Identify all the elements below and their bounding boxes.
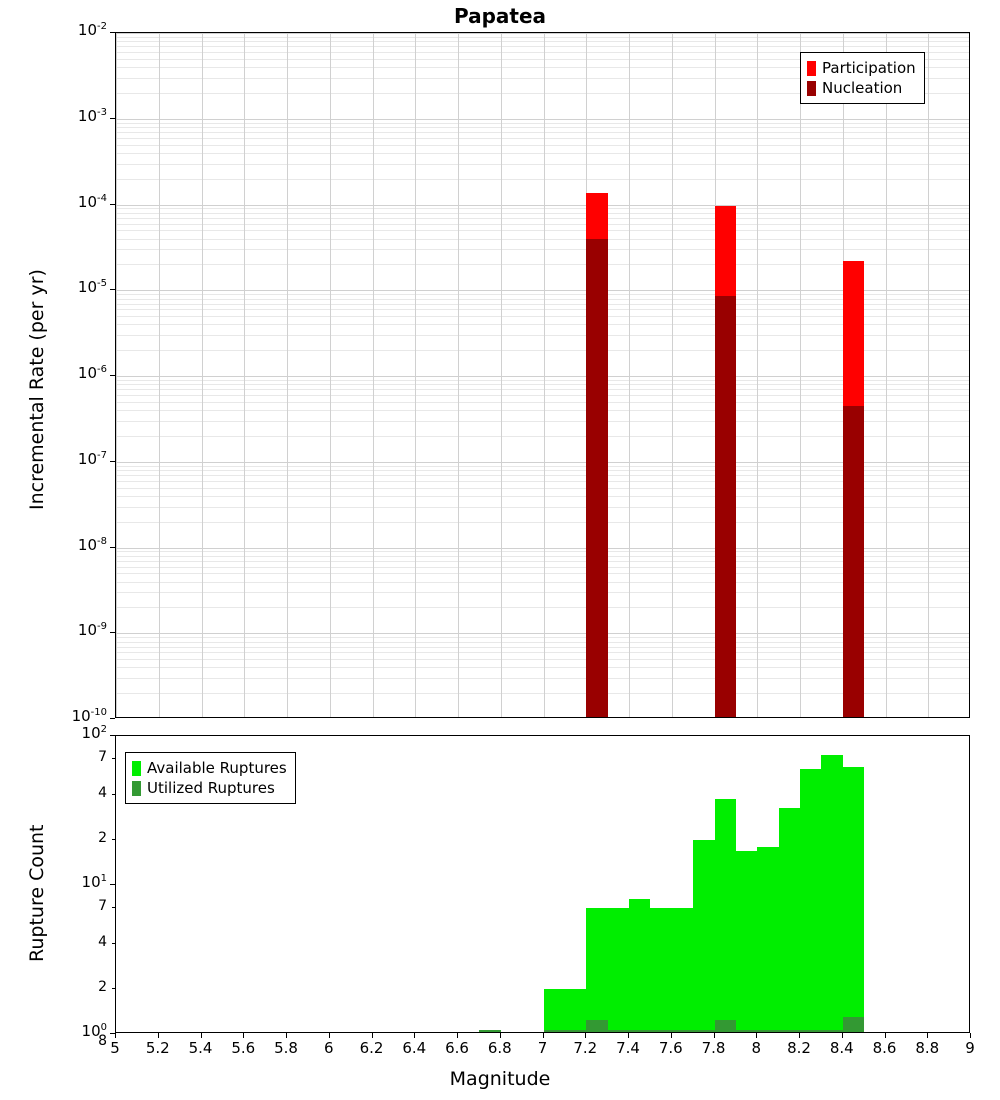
bar-utilized-ruptures [800, 1030, 821, 1033]
bar-available-ruptures [565, 989, 586, 1033]
bar-nucleation [715, 296, 736, 718]
y-tick-label: $10^{-10}$ [71, 707, 107, 725]
y-tick-label-minor: 4 [98, 785, 107, 802]
tick-mark [112, 839, 115, 840]
bar-available-ruptures [800, 769, 821, 1033]
gridline [244, 33, 245, 717]
bar-available-ruptures [843, 767, 864, 1033]
y-tick-label: $10^{-6}$ [77, 364, 107, 382]
bar-utilized-ruptures [479, 1030, 500, 1033]
incremental-rate-plot [115, 32, 970, 718]
bar-available-ruptures [779, 808, 800, 1033]
legend-label: Utilized Ruptures [147, 779, 275, 797]
x-tick-label: 7.2 [573, 1039, 598, 1057]
bar-utilized-ruptures [843, 1017, 864, 1033]
bar-utilized-ruptures [586, 1020, 607, 1033]
incremental-rate-legend [800, 52, 925, 104]
tick-mark [927, 1033, 928, 1038]
rupture-count-y-axis-label: Rupture Count [26, 824, 48, 962]
legend-item-available-ruptures [132, 758, 287, 778]
gridline [159, 33, 160, 717]
x-tick-label: 7.4 [616, 1039, 640, 1057]
bar-utilized-ruptures [779, 1030, 800, 1033]
tick-mark [112, 988, 115, 989]
tick-mark [970, 1033, 971, 1038]
available-ruptures-swatch-icon [132, 761, 141, 776]
y-tick-label: $10^0$ [81, 1022, 107, 1040]
tick-mark [110, 632, 115, 633]
tick-mark [115, 1033, 116, 1038]
magnitude-x-axis-label: Magnitude [449, 1068, 551, 1090]
tick-mark [243, 1033, 244, 1038]
gridline [757, 33, 758, 717]
x-tick-label: 6.2 [359, 1039, 384, 1057]
x-tick-label: 7 [537, 1039, 548, 1057]
gridline [458, 33, 459, 717]
tick-mark [372, 1033, 373, 1038]
gridline [886, 33, 887, 717]
tick-mark [414, 1033, 415, 1038]
y-tick-label: $10^1$ [81, 873, 107, 891]
y-tick-label: $10^{-3}$ [77, 106, 107, 125]
bar-available-ruptures [608, 908, 629, 1033]
tick-mark [110, 735, 115, 736]
y-tick-label-minor: 8 [98, 1033, 107, 1049]
gridline [672, 33, 673, 717]
x-tick-label: 5.4 [188, 1039, 213, 1057]
tick-mark [671, 1033, 672, 1038]
tick-mark [110, 289, 115, 290]
gridline [373, 33, 374, 717]
legend-item-utilized-ruptures [132, 778, 287, 798]
y-tick-label: $10^{-7}$ [77, 449, 107, 468]
tick-mark [112, 794, 115, 795]
bar-available-ruptures [757, 847, 778, 1033]
bar-utilized-ruptures [565, 1030, 586, 1033]
tick-mark [500, 1033, 501, 1038]
tick-mark [110, 547, 115, 548]
x-tick-label: 6.4 [402, 1039, 427, 1057]
x-tick-label: 8.6 [872, 1039, 897, 1057]
tick-mark [110, 461, 115, 462]
nucleation-swatch-icon [807, 81, 816, 96]
y-tick-label-minor: 4 [98, 934, 107, 951]
x-tick-label: 8 [751, 1039, 762, 1057]
tick-mark [158, 1033, 159, 1038]
bar-utilized-ruptures [757, 1030, 778, 1033]
legend-item-participation [807, 58, 916, 78]
bar-available-ruptures [586, 908, 607, 1033]
gridline [800, 33, 801, 717]
x-tick-label: 5.8 [274, 1039, 298, 1057]
y-tick-label: $10^2$ [81, 724, 107, 742]
y-tick-label: $10^{-9}$ [77, 621, 107, 640]
bar-utilized-ruptures [608, 1030, 629, 1033]
bar-available-ruptures [629, 899, 650, 1033]
bar-available-ruptures [693, 840, 714, 1033]
x-tick-label: 6 [323, 1039, 334, 1057]
x-tick-label: 9 [965, 1039, 975, 1057]
bar-nucleation [843, 406, 864, 718]
x-tick-label: 7.8 [701, 1039, 726, 1057]
tick-mark [286, 1033, 287, 1038]
y-tick-label: $10^{-2}$ [77, 21, 107, 39]
gridline [629, 33, 630, 717]
y-tick-label: $10^{-8}$ [77, 535, 107, 554]
gridline [330, 33, 331, 717]
rupture-count-legend [125, 752, 296, 804]
tick-mark [714, 1033, 715, 1038]
tick-mark [110, 32, 115, 33]
utilized-ruptures-swatch-icon [132, 781, 141, 796]
bar-available-ruptures [544, 989, 565, 1033]
participation-swatch-icon [807, 61, 816, 76]
bar-available-ruptures [672, 908, 693, 1033]
tick-mark [110, 204, 115, 205]
bar-utilized-ruptures [629, 1030, 650, 1033]
bar-utilized-ruptures [736, 1030, 757, 1033]
tick-mark [842, 1033, 843, 1038]
page-title: Papatea [453, 4, 547, 28]
x-tick-label: 6.6 [445, 1039, 469, 1057]
gridline [287, 33, 288, 717]
x-tick-label: 6.8 [487, 1039, 512, 1057]
tick-mark [112, 907, 115, 908]
y-tick-label: $10^{-5}$ [77, 278, 107, 297]
x-tick-label: 5 [110, 1039, 120, 1057]
bar-utilized-ruptures [821, 1030, 842, 1033]
legend-label: Available Ruptures [147, 759, 287, 777]
bar-nucleation [586, 239, 607, 718]
legend-label: Nucleation [822, 79, 903, 97]
tick-mark [457, 1033, 458, 1038]
y-tick-label-minor: 2 [98, 830, 107, 847]
y-tick-label-minor: 2 [98, 979, 107, 996]
gridline [928, 33, 929, 717]
tick-mark [110, 884, 115, 885]
bar-available-ruptures [736, 851, 757, 1033]
tick-mark [329, 1033, 330, 1038]
gridline [202, 33, 203, 717]
bar-utilized-ruptures [544, 1030, 565, 1033]
tick-mark [543, 1033, 544, 1038]
gridline [544, 33, 545, 717]
tick-mark [110, 718, 115, 719]
tick-mark [201, 1033, 202, 1038]
bar-utilized-ruptures [650, 1030, 671, 1033]
legend-item-nucleation [807, 78, 916, 98]
tick-mark [628, 1033, 629, 1038]
bar-available-ruptures [821, 755, 842, 1033]
bar-utilized-ruptures [715, 1020, 736, 1033]
x-tick-label: 8.2 [787, 1039, 811, 1057]
y-tick-label-minor: 7 [98, 898, 107, 915]
bar-available-ruptures [650, 908, 671, 1033]
gridline [116, 33, 117, 717]
x-tick-label: 7.6 [658, 1039, 683, 1057]
bar-utilized-ruptures [693, 1030, 714, 1033]
bar-available-ruptures [715, 799, 736, 1033]
tick-mark [112, 943, 115, 944]
bar-utilized-ruptures [672, 1030, 693, 1033]
tick-mark [110, 118, 115, 119]
x-tick-label: 5.6 [231, 1039, 256, 1057]
y-tick-label-minor: 7 [98, 749, 107, 766]
x-tick-label: 8.8 [915, 1039, 940, 1057]
tick-mark [110, 375, 115, 376]
y-tick-label: $10^{-4}$ [77, 192, 107, 211]
tick-mark [585, 1033, 586, 1038]
legend-label: Participation [822, 59, 916, 77]
tick-mark [112, 758, 115, 759]
x-tick-label: 5.2 [145, 1039, 170, 1057]
tick-mark [799, 1033, 800, 1038]
gridline [501, 33, 502, 717]
incremental-rate-y-axis-label: Incremental Rate (per yr) [26, 269, 48, 510]
x-tick-label: 8.4 [829, 1039, 854, 1057]
gridline [415, 33, 416, 717]
tick-mark [885, 1033, 886, 1038]
tick-mark [756, 1033, 757, 1038]
